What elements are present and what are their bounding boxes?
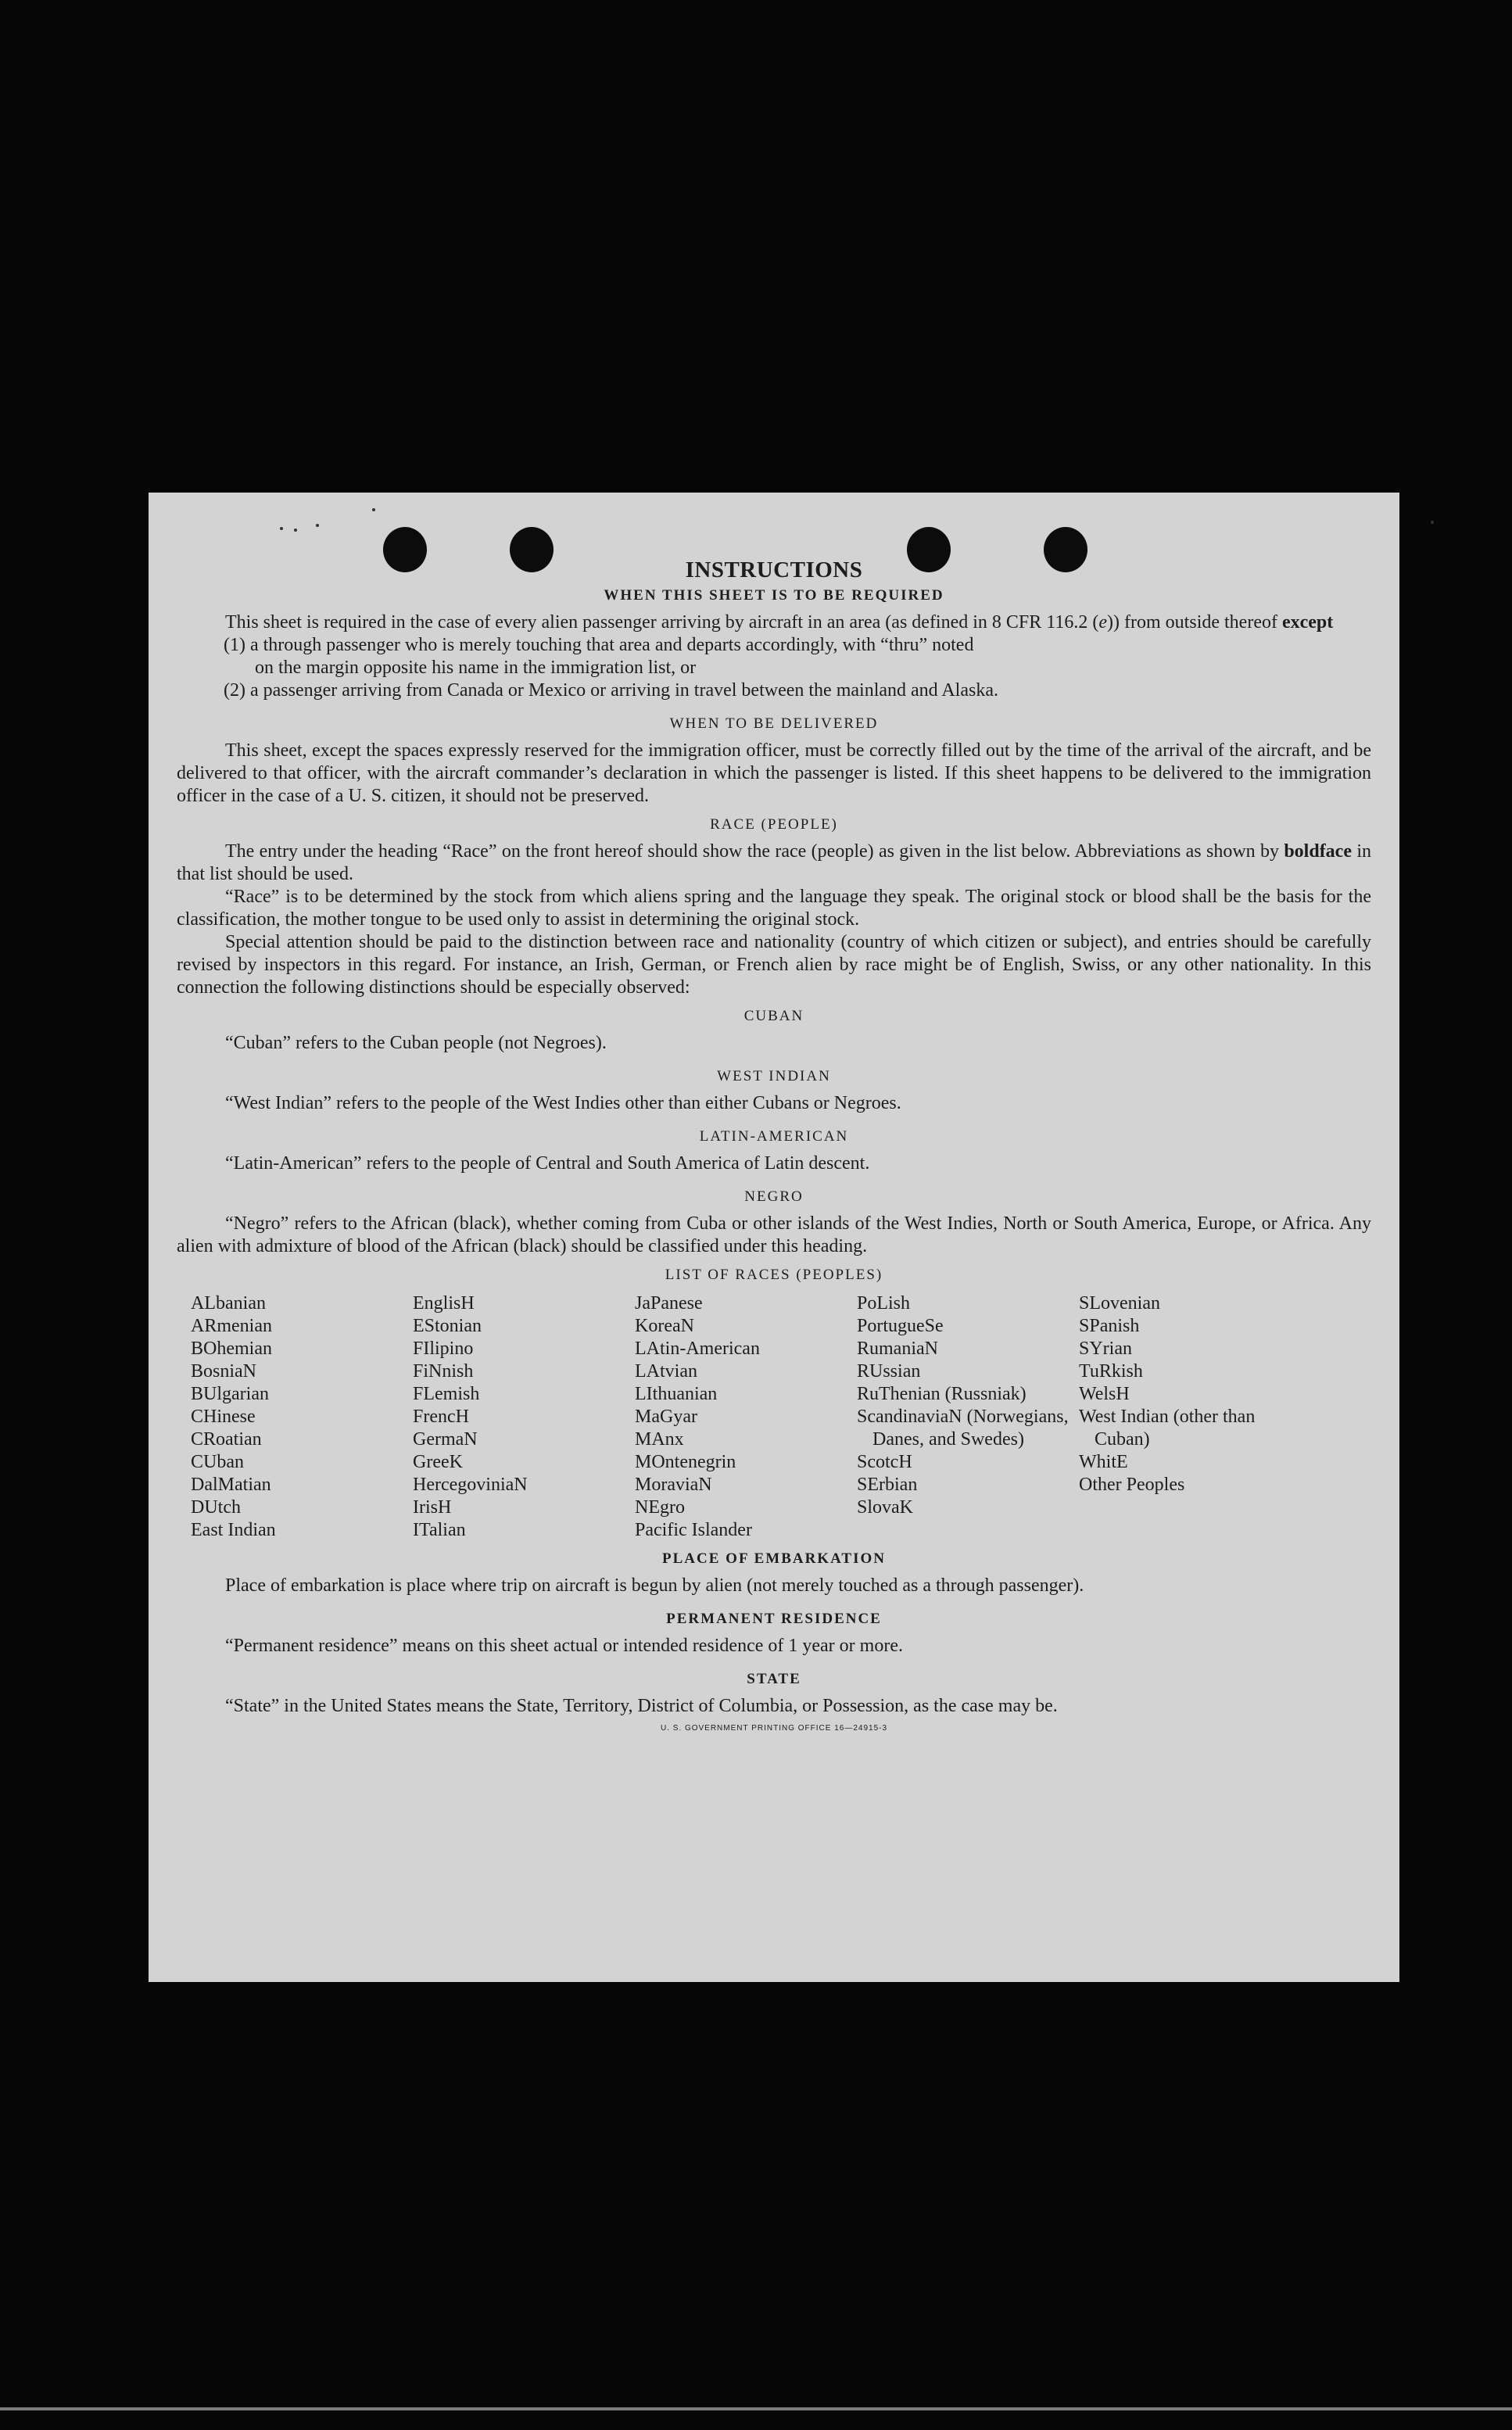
latin-american-text: “Latin-American” refers to the people of Central and South America of Latin descent.	[225, 1153, 870, 1174]
residence-text: “Permanent residence” means on this sheet actual or intended residence of 1 year or more.	[225, 1636, 903, 1656]
punch-hole	[907, 527, 951, 572]
race-entry: WelsH	[1079, 1384, 1130, 1404]
race-paragraph-3: Special attention should be paid to the distinction between race and nationality (country of which citizen or subject), and entries should be carefully revised by inspectors in this regard. For instance, an Irish, German, or French alien by race might be of English, Swiss, or any other nationality. In this connection the following distinctions should be especially observed:	[177, 932, 1371, 998]
race-entry: CHinese	[191, 1407, 256, 1427]
race-entry: FIlipino	[413, 1339, 474, 1359]
section-heading: NEGRO	[744, 1188, 804, 1205]
races-column	[1079, 1292, 1301, 1542]
section-heading: PERMANENT RESIDENCE	[666, 1611, 882, 1627]
embarkation-text: Place of embarkation is place where trip on aircraft is begun by alien (not merely touched as a through passenger).	[225, 1575, 1084, 1596]
race-entry: JaPanese	[635, 1293, 703, 1314]
state-text: “State” in the United States means the State, Territory, District of Columbia, or Possession, as the case may be.	[225, 1696, 1058, 1716]
race-entry: SErbian	[857, 1475, 918, 1495]
race-entry: SLovenian	[1079, 1293, 1160, 1314]
section-heading: WHEN THIS SHEET IS TO BE REQUIRED	[604, 587, 944, 604]
race-entry: KoreaN	[635, 1316, 694, 1336]
negro-text: “Negro” refers to the African (black), whether coming from Cuba or other islands of the West Indies, North or South America, Europe, or Africa. Any alien with admixture of blood of the African (black) should be classified under this heading.	[177, 1213, 1371, 1256]
film-edge-line	[0, 2407, 1512, 2410]
race-paragraph-2: “Race” is to be determined by the stock from which aliens spring and the language they speak. The original stock or blood shall be the basis for the classification, the mother tongue to be used only to assist in determining the original stock.	[177, 887, 1371, 930]
section-heading: WEST INDIAN	[717, 1068, 831, 1084]
race-entry: FrencH	[413, 1407, 469, 1427]
west-indian-text: “West Indian” refers to the people of the West Indies other than either Cubans or Negroes.	[225, 1093, 901, 1113]
race-entry: GreeK	[413, 1452, 463, 1472]
race-entry: SPanish	[1079, 1316, 1140, 1336]
race-entry: HercegoviniaN	[413, 1475, 528, 1495]
race-entry: EStonian	[413, 1316, 482, 1336]
race-entry: BUlgarian	[191, 1384, 269, 1404]
race-entry: Other Peoples	[1079, 1475, 1185, 1495]
race-entry: SlovaK	[857, 1497, 913, 1518]
race-entry: DUtch	[191, 1497, 241, 1518]
race-entry: LAtin-American	[635, 1339, 760, 1359]
race-entry: ITalian	[413, 1520, 466, 1540]
cuban-text: “Cuban” refers to the Cuban people (not Negroes).	[225, 1033, 607, 1053]
race-entry: CRoatian	[191, 1429, 262, 1450]
race-entry: CUban	[191, 1452, 244, 1472]
printing-office-footer: U. S. GOVERNMENT PRINTING OFFICE 16—24915-3	[660, 1724, 888, 1733]
required-item-1: (1) a through passenger who is merely touching that area and departs accordingly, with “thru” noted on the margin opposite his name in the immigration list, or	[224, 635, 974, 678]
race-entry: PortugueSe	[857, 1316, 944, 1336]
punch-hole	[383, 527, 427, 572]
section-heading: PLACE OF EMBARKATION	[662, 1550, 886, 1567]
race-entry: DalMatian	[191, 1475, 271, 1495]
race-entry: West Indian (other than Cuban)	[1079, 1407, 1256, 1450]
section-heading: LIST OF RACES (PEOPLES)	[665, 1267, 883, 1283]
race-entry: EnglisH	[413, 1293, 475, 1314]
race-entry: MOntenegrin	[635, 1452, 736, 1472]
race-entry: ScotcH	[857, 1452, 912, 1472]
required-intro: This sheet is required in the case of every alien passenger arriving by aircraft in an area (as defined in 8 CFR 116.2 (e)) from outside thereof except	[225, 612, 1334, 633]
race-entry: ALbanian	[191, 1293, 266, 1314]
race-entry: BOhemian	[191, 1339, 272, 1359]
race-entry: ScandinaviaN (Norwegians, Danes, and Swedes)	[857, 1407, 1069, 1450]
race-entry: IrisH	[413, 1497, 452, 1518]
race-entry: FiNnish	[413, 1361, 474, 1382]
race-entry: LIthuanian	[635, 1384, 718, 1404]
delivered-text: This sheet, except the spaces expressly reserved for the immigration officer, must be correctly filled out by the time of the arrival of the aircraft, and be delivered to that officer, with the aircraft commander’s declaration in which the passenger is listed. If this sheet happens to be delivered to the immigration officer in the case of a U. S. citizen, it should not be preserved.	[177, 740, 1371, 806]
section-heading: LATIN-AMERICAN	[699, 1128, 849, 1145]
punch-hole	[1044, 527, 1087, 572]
races-column	[191, 1292, 413, 1542]
race-entry: PoLish	[857, 1293, 911, 1314]
race-entry: WhitE	[1079, 1452, 1128, 1472]
section-heading: CUBAN	[743, 1008, 804, 1024]
races-list	[177, 1292, 1371, 1542]
punch-hole	[510, 527, 554, 572]
race-entry: East Indian	[191, 1520, 276, 1540]
race-entry: ARmenian	[191, 1316, 272, 1336]
race-entry: GermaN	[413, 1429, 478, 1450]
race-entry: SYrian	[1079, 1339, 1132, 1359]
page-title: INSTRUCTIONS	[685, 557, 863, 582]
race-entry: RUssian	[857, 1361, 921, 1382]
race-entry: MAnx	[635, 1429, 684, 1450]
required-item-2: (2) a passenger arriving from Canada or Mexico or arriving in travel between the mainland and Alaska.	[224, 680, 998, 701]
race-entry: TuRkish	[1079, 1361, 1143, 1382]
race-entry: RuThenian (Russniak)	[857, 1384, 1027, 1404]
section-heading: WHEN TO BE DELIVERED	[669, 715, 879, 732]
races-column	[857, 1292, 1079, 1542]
races-column	[413, 1292, 635, 1542]
races-column	[635, 1292, 857, 1542]
race-entry: RumaniaN	[857, 1339, 938, 1359]
race-entry: MoraviaN	[635, 1475, 712, 1495]
race-entry: FLemish	[413, 1384, 480, 1404]
race-entry: MaGyar	[635, 1407, 697, 1427]
race-entry: NEgro	[635, 1497, 685, 1518]
race-entry: BosniaN	[191, 1361, 256, 1382]
section-heading: RACE (PEOPLE)	[710, 816, 838, 833]
section-heading: STATE	[747, 1671, 801, 1687]
race-entry: Pacific Islander	[635, 1520, 752, 1540]
instruction-sheet	[149, 493, 1399, 1982]
race-paragraph-1: The entry under the heading “Race” on the front hereof should show the race (people) as given in the list below. Abbreviations as shown by boldface in that list should be used.	[177, 841, 1371, 884]
race-entry: LAtvian	[635, 1361, 697, 1382]
